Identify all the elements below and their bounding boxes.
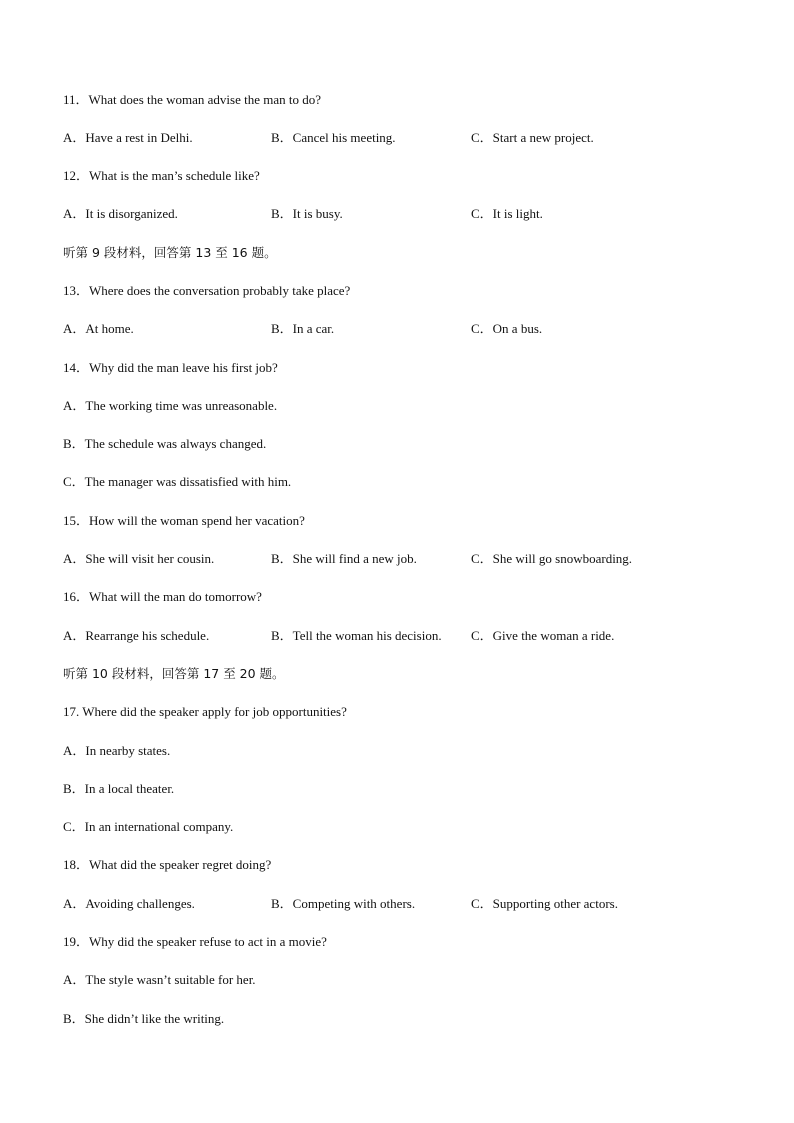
option-c: C．It is light. bbox=[471, 206, 543, 221]
option-c: C．She will go snowboarding. bbox=[471, 551, 633, 566]
option-b: B．She will find a new job. bbox=[271, 551, 417, 566]
question-18: 18．What did the speaker regret doing? bbox=[63, 857, 272, 872]
question-14-option-a: A．The working time was unreasonable. bbox=[63, 398, 278, 413]
option-c: C．On a bus. bbox=[471, 321, 543, 336]
option-c: C．Supporting other actors. bbox=[471, 896, 618, 911]
option-b: B．It is busy. bbox=[271, 206, 343, 221]
option-b: B．Tell the woman his decision. bbox=[271, 628, 442, 643]
question-14-option-b: B．The schedule was always changed. bbox=[63, 436, 267, 451]
question-19-option-a: A．The style wasn’t suitable for her. bbox=[63, 972, 256, 987]
option-b: B．Cancel his meeting. bbox=[271, 130, 396, 145]
question-17-option-b: B．In a local theater. bbox=[63, 781, 175, 796]
option-c: C．Give the woman a ride. bbox=[471, 628, 615, 643]
section-heading-10: 听第 10 段材料，回答第 17 至 20 题。 bbox=[63, 666, 285, 681]
option-c: C．Start a new project. bbox=[471, 130, 594, 145]
option-b: B．Competing with others. bbox=[271, 896, 416, 911]
question-12: 12．What is the man’s schedule like? bbox=[63, 168, 260, 183]
question-19: 19．Why did the speaker refuse to act in a movie? bbox=[63, 934, 327, 949]
question-11: 11．What does the woman advise the man to do? bbox=[63, 92, 322, 107]
question-14-option-c: C．The manager was dissatisfied with him. bbox=[63, 474, 292, 489]
option-a: A．Have a rest in Delhi. bbox=[63, 130, 193, 145]
section-heading-9: 听第 9 段材料，回答第 13 至 16 题。 bbox=[63, 245, 277, 260]
question-16: 16．What will the man do tomorrow? bbox=[63, 589, 262, 604]
option-a: A．She will visit her cousin. bbox=[63, 551, 215, 566]
option-a: A．It is disorganized. bbox=[63, 206, 178, 221]
question-14: 14．Why did the man leave his first job? bbox=[63, 360, 278, 375]
question-19-option-b: B．She didn’t like the writing. bbox=[63, 1011, 225, 1026]
question-17: 17. Where did the speaker apply for job opportunities? bbox=[63, 704, 347, 719]
question-17-option-a: A．In nearby states. bbox=[63, 743, 171, 758]
option-a: A．Rearrange his schedule. bbox=[63, 628, 210, 643]
question-15: 15．How will the woman spend her vacation? bbox=[63, 513, 305, 528]
question-13: 13．Where does the conversation probably take place? bbox=[63, 283, 351, 298]
option-b: B．In a car. bbox=[271, 321, 335, 336]
option-a: A．At home. bbox=[63, 321, 134, 336]
option-a: A．Avoiding challenges. bbox=[63, 896, 195, 911]
question-17-option-c: C．In an international company. bbox=[63, 819, 234, 834]
